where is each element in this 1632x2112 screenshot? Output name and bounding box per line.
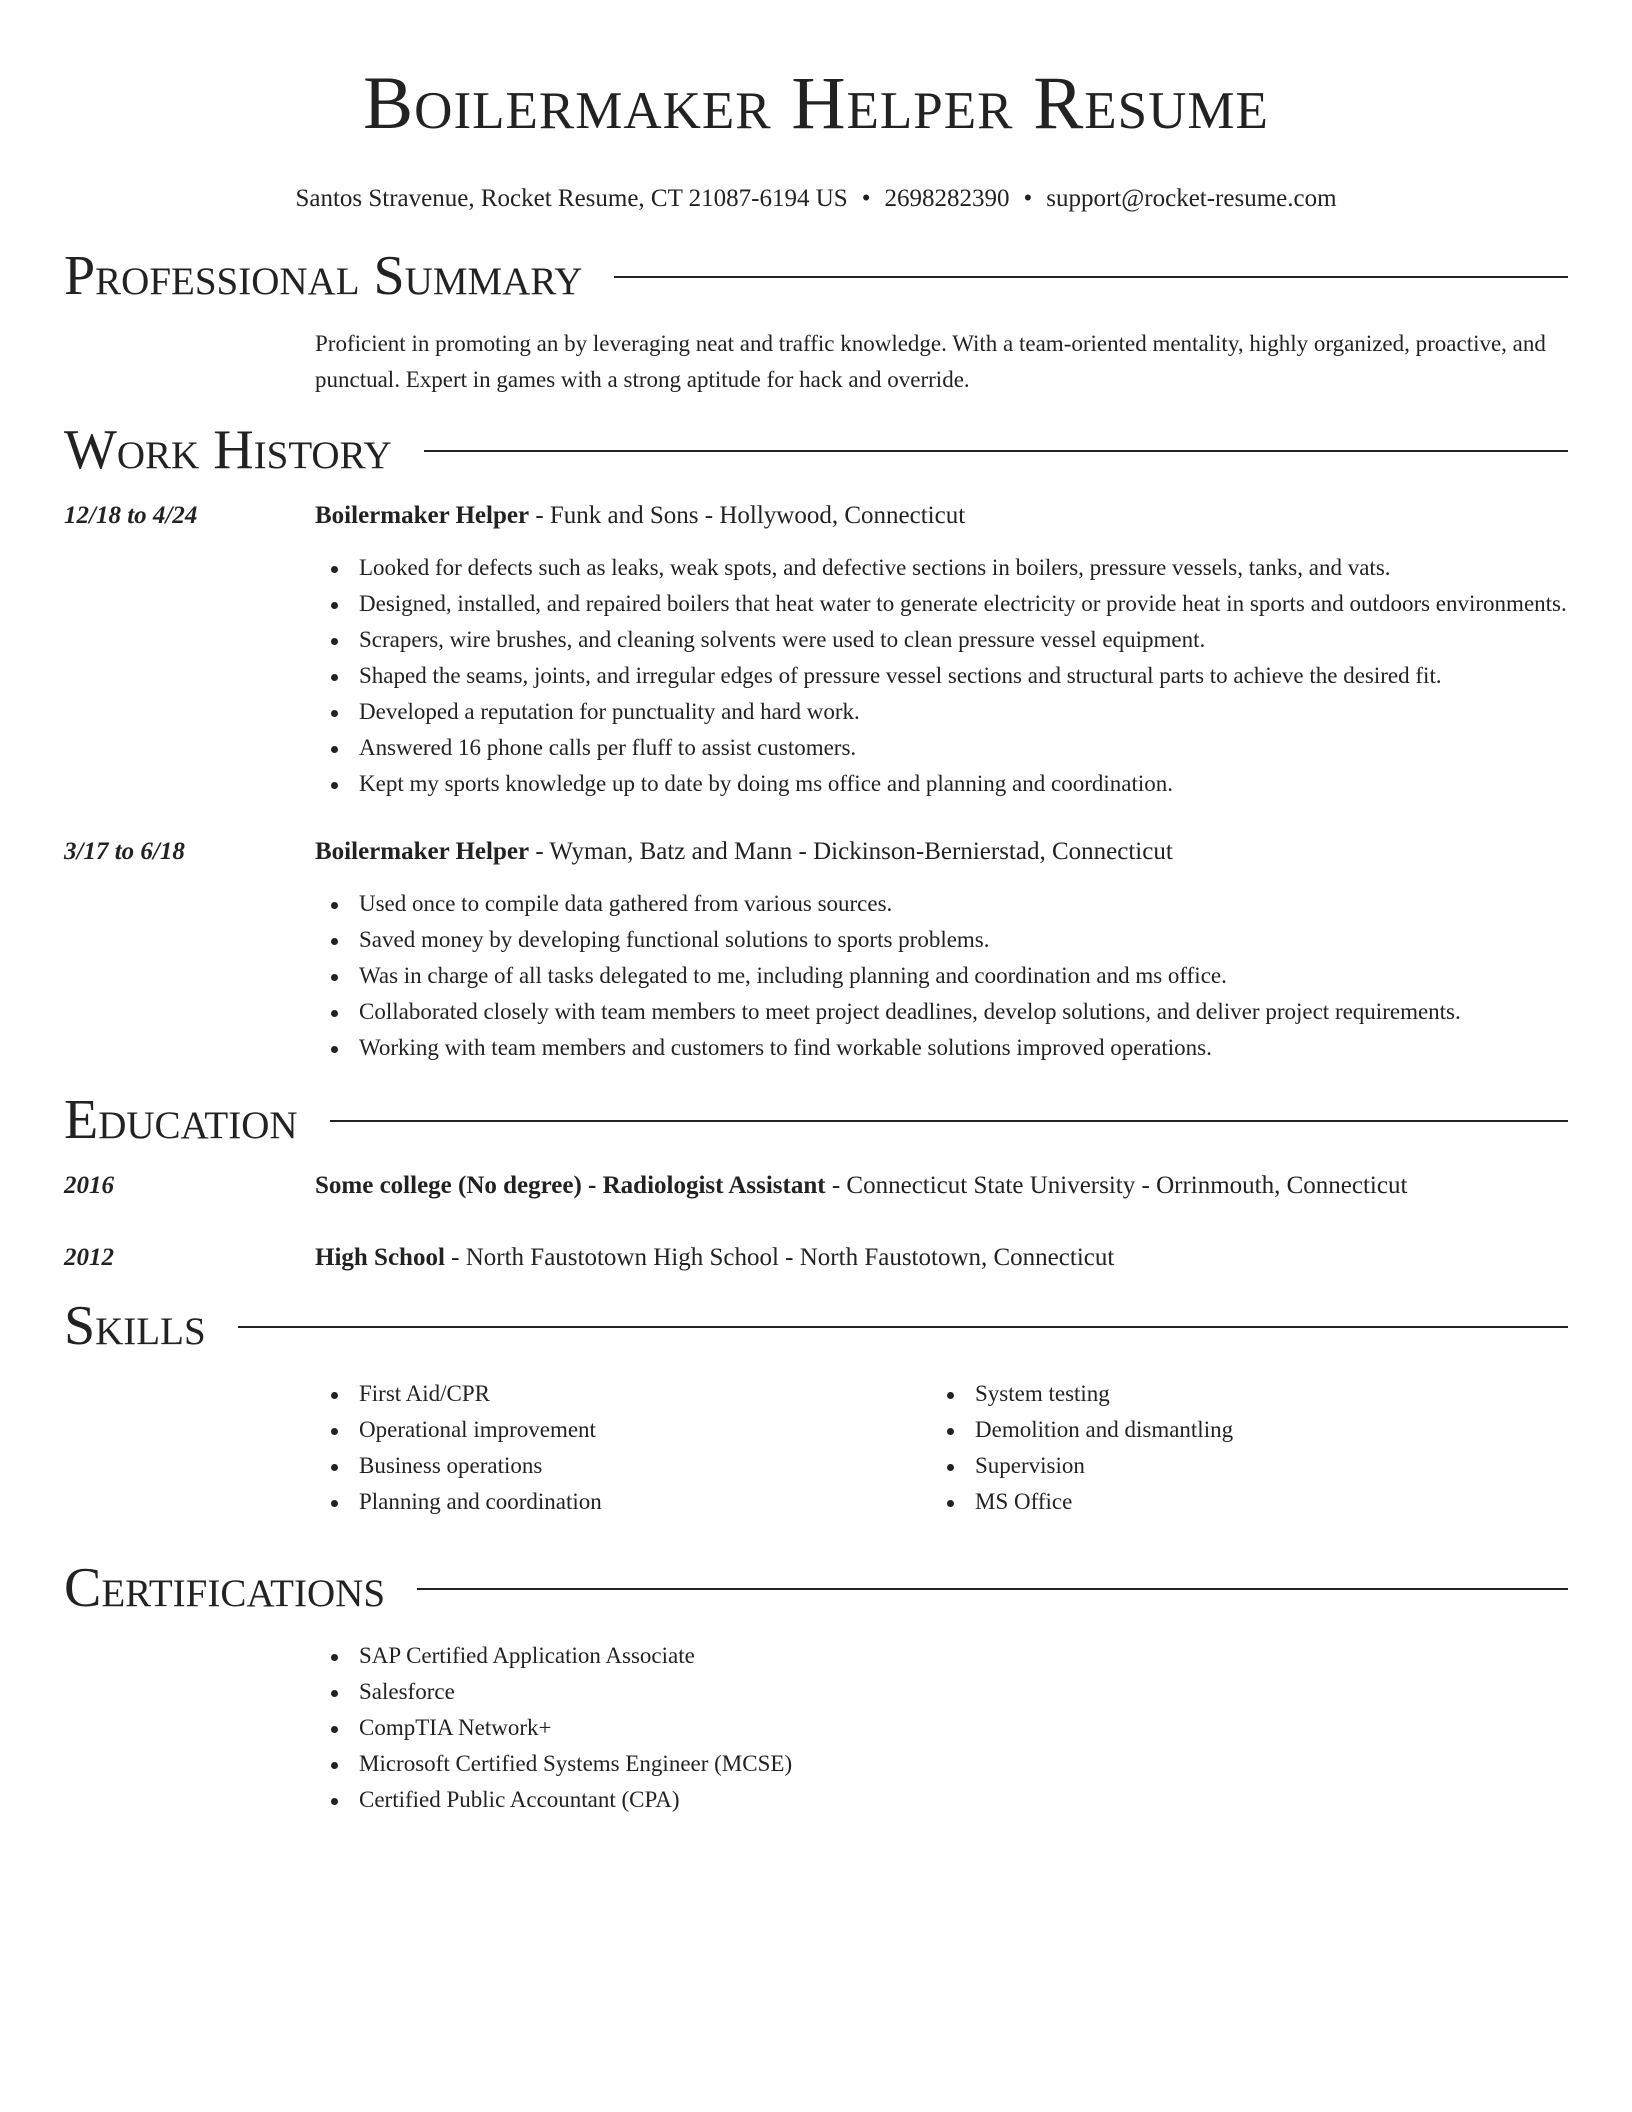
education-heading: Education	[64, 1089, 298, 1151]
job-bullets	[315, 886, 1568, 1066]
work-heading: Work History	[64, 419, 392, 481]
skill-item: First Aid/CPR	[315, 1376, 931, 1412]
certifications-list	[315, 1638, 1568, 1818]
skills-section-header	[64, 1292, 1568, 1360]
job-dates: 3/17 to 6/18	[64, 838, 185, 865]
skill-item: Planning and coordination	[315, 1484, 931, 1520]
skill-item: Operational improvement	[315, 1412, 931, 1448]
skills-column-left	[315, 1376, 931, 1520]
job-bullets	[315, 550, 1568, 802]
education-year: 2016	[64, 1172, 114, 1199]
contact-line	[64, 182, 1568, 216]
skill-item: Supervision	[931, 1448, 1547, 1484]
section-divider	[424, 450, 1568, 452]
education-info	[315, 1240, 1568, 1276]
job-dates: 12/18 to 4/24	[64, 502, 198, 529]
education-details: - North Faustotown High School - North Faustotown, Connecticut	[444, 1244, 1115, 1271]
contact-separator: •	[1023, 185, 1033, 212]
education-degree: Some college (No degree) - Radiologist Assistant	[315, 1172, 826, 1199]
resume-title: Boilermaker Helper Resume	[363, 62, 1269, 145]
job-details: - Funk and Sons - Hollywood, Connecticut	[529, 502, 966, 529]
list-item: Developed a reputation for punctuality and hard work.	[315, 694, 1568, 730]
list-item: Was in charge of all tasks delegated to me, including planning and coordination and ms office.	[315, 958, 1568, 994]
section-divider	[238, 1326, 1568, 1328]
job-info	[315, 834, 1568, 870]
list-item: Kept my sports knowledge up to date by doing ms office and planning and coordination.	[315, 766, 1568, 802]
contact-address: Santos Stravenue, Rocket Resume, CT 21087-6194 US	[295, 185, 848, 212]
job-title: Boilermaker Helper	[315, 502, 530, 529]
job-entry	[64, 834, 1568, 1066]
certification-item: Salesforce	[315, 1674, 1568, 1710]
section-divider	[330, 1120, 1568, 1122]
education-year: 2012	[64, 1244, 114, 1271]
list-item: Designed, installed, and repaired boilers that heat water to generate electricity or provide heat in sports and outdoors environments.	[315, 586, 1568, 622]
skill-item: System testing	[931, 1376, 1547, 1412]
skills-heading: Skills	[64, 1295, 206, 1357]
contact-phone: 2698282390	[884, 185, 1010, 212]
job-details: - Wyman, Batz and Mann - Dickinson-Bernierstad, Connecticut	[529, 838, 1173, 865]
education-section-header	[64, 1086, 1568, 1154]
job-entry	[64, 498, 1568, 802]
certification-item: Certified Public Accountant (CPA)	[315, 1782, 1568, 1818]
summary-section-header	[64, 242, 1568, 310]
list-item: Answered 16 phone calls per fluff to assist customers.	[315, 730, 1568, 766]
contact-separator: •	[861, 185, 871, 212]
section-divider	[417, 1588, 1568, 1590]
list-item: Collaborated closely with team members to meet project deadlines, develop solutions, and deliver project requirements.	[315, 994, 1568, 1030]
list-item: Shaped the seams, joints, and irregular edges of pressure vessel sections and structural parts to achieve the desired fit.	[315, 658, 1568, 694]
certification-item: CompTIA Network+	[315, 1710, 1568, 1746]
summary-heading: Professional Summary	[64, 245, 583, 307]
section-divider	[614, 276, 1568, 278]
skill-item: Demolition and dismantling	[931, 1412, 1547, 1448]
list-item: Used once to compile data gathered from various sources.	[315, 886, 1568, 922]
job-title: Boilermaker Helper	[315, 838, 530, 865]
education-entry	[64, 1168, 1568, 1204]
certifications-heading: Certifications	[64, 1557, 386, 1619]
education-degree: High School	[315, 1244, 445, 1271]
skills-list	[315, 1376, 1568, 1520]
skill-item: Business operations	[315, 1448, 931, 1484]
education-details: - Connecticut State University - Orrinmouth, Connecticut	[825, 1172, 1408, 1199]
list-item: Working with team members and customers to find workable solutions improved operations.	[315, 1030, 1568, 1066]
list-item: Looked for defects such as leaks, weak spots, and defective sections in boilers, pressure vessels, tanks, and vats.	[315, 550, 1568, 586]
certifications-section-header	[64, 1554, 1568, 1622]
resume-page	[64, 0, 1568, 1818]
summary-text: Proficient in promoting an by leveraging neat and traffic knowledge. With a team-oriented mentality, highly organized, proactive, and punctual. Expert in games with a strong aptitude for hack and override.	[315, 331, 1546, 392]
skills-column-right	[931, 1376, 1547, 1520]
certification-item: SAP Certified Application Associate	[315, 1638, 1568, 1674]
job-info	[315, 498, 1568, 534]
list-item: Saved money by developing functional solutions to sports problems.	[315, 922, 1568, 958]
contact-email: support@rocket-resume.com	[1046, 185, 1337, 212]
education-info	[315, 1168, 1568, 1204]
work-section-header	[64, 416, 1568, 484]
education-entry	[64, 1240, 1568, 1276]
job-header	[64, 834, 1568, 870]
job-header	[64, 498, 1568, 534]
list-item: Scrapers, wire brushes, and cleaning solvents were used to clean pressure vessel equipment.	[315, 622, 1568, 658]
skill-item: MS Office	[931, 1484, 1547, 1520]
certification-item: Microsoft Certified Systems Engineer (MCSE)	[315, 1746, 1568, 1782]
